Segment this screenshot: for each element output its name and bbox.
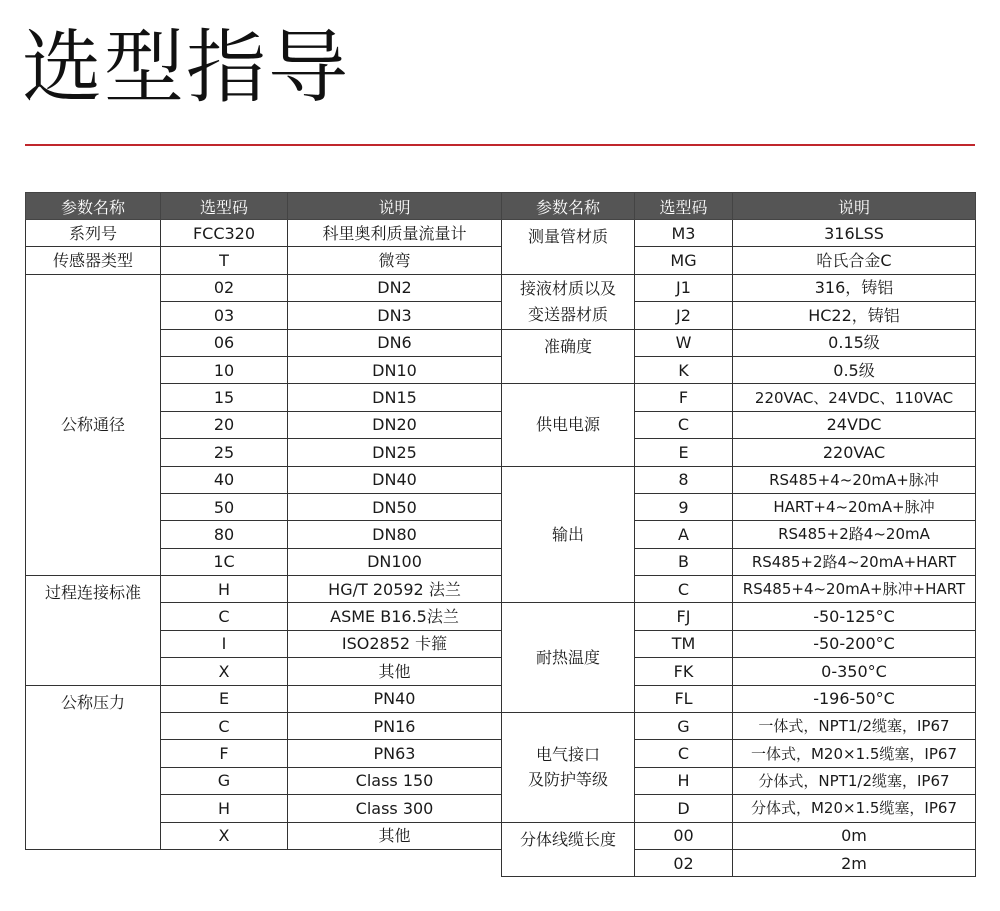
code-cell: 06 (161, 329, 288, 356)
code-cell: FJ (635, 603, 733, 630)
desc-cell: Class 300 (288, 795, 502, 822)
desc-cell: -50-125°C (733, 603, 976, 630)
desc-cell: DN15 (288, 384, 502, 411)
table-row (502, 384, 976, 411)
code-cell: 20 (161, 411, 288, 438)
desc-cell: 其他 (288, 822, 502, 849)
desc-cell: 哈氏合金C (733, 247, 976, 274)
code-cell: MG (635, 247, 733, 274)
code-cell: 00 (635, 822, 733, 849)
desc-cell: PN16 (288, 713, 502, 740)
table-row (502, 603, 976, 630)
selection-table-right (501, 192, 976, 877)
desc-cell: DN10 (288, 356, 502, 383)
code-cell: C (161, 603, 288, 630)
desc-cell: 科里奥利质量流量计 (288, 220, 502, 247)
code-cell: G (635, 713, 733, 740)
header-desc: 说明 (733, 193, 976, 220)
desc-cell: DN2 (288, 274, 502, 301)
table-row (502, 220, 976, 247)
code-cell: D (635, 795, 733, 822)
code-cell: M3 (635, 220, 733, 247)
desc-cell: DN50 (288, 493, 502, 520)
desc-cell: 一体式，NPT1/2缆塞，IP67 (733, 713, 976, 740)
desc-cell: -196-50°C (733, 685, 976, 712)
table-row (26, 685, 502, 712)
param-line: 接液材质以及 (519, 279, 616, 299)
desc-cell: ASME B16.5法兰 (288, 603, 502, 630)
header-desc: 说明 (288, 193, 502, 220)
param-cell-diameter: 公称通径 (26, 274, 161, 575)
param-cell-output: 输出 (502, 466, 635, 603)
code-cell: FL (635, 685, 733, 712)
desc-cell: DN3 (288, 302, 502, 329)
header-param: 参数名称 (502, 193, 635, 220)
code-cell: TM (635, 630, 733, 657)
code-cell: 1C (161, 548, 288, 575)
code-cell: E (635, 439, 733, 466)
table-row (26, 274, 502, 301)
code-cell: 80 (161, 521, 288, 548)
code-cell: H (635, 767, 733, 794)
param-cell-accuracy: 准确度 (502, 329, 635, 384)
code-cell: FK (635, 658, 733, 685)
code-cell: C (635, 740, 733, 767)
code-cell: F (635, 384, 733, 411)
code-cell: J1 (635, 274, 733, 301)
code-cell: X (161, 822, 288, 849)
desc-cell: DN6 (288, 329, 502, 356)
header-code: 选型码 (161, 193, 288, 220)
param-line: 电气接口 (535, 744, 600, 764)
code-cell: C (635, 411, 733, 438)
table-row (502, 713, 976, 740)
desc-cell: 分体式，M20×1.5缆塞，IP67 (733, 795, 976, 822)
code-cell: 03 (161, 302, 288, 329)
code-cell: 10 (161, 356, 288, 383)
param-cell-temperature: 耐热温度 (502, 603, 635, 713)
table-row (26, 247, 502, 274)
header-code: 选型码 (635, 193, 733, 220)
code-cell: 02 (161, 274, 288, 301)
code-cell: G (161, 767, 288, 794)
desc-cell: 24VDC (733, 411, 976, 438)
code-cell: FCC320 (161, 220, 288, 247)
code-cell: A (635, 521, 733, 548)
code-cell: C (161, 713, 288, 740)
desc-cell: 2m (733, 849, 976, 876)
desc-cell: 316LSS (733, 220, 976, 247)
param-cell-cable: 分体线缆长度 (502, 822, 635, 877)
param-cell-pressure: 公称压力 (26, 685, 161, 849)
desc-cell: 316，铸铝 (733, 274, 976, 301)
param-cell-wetted (502, 274, 635, 329)
desc-cell: 0.5级 (733, 356, 976, 383)
desc-cell: 一体式，M20×1.5缆塞，IP67 (733, 740, 976, 767)
desc-cell: DN100 (288, 548, 502, 575)
desc-cell: PN63 (288, 740, 502, 767)
desc-cell: Class 150 (288, 767, 502, 794)
param-cell: 传感器类型 (26, 247, 161, 274)
code-cell: 8 (635, 466, 733, 493)
header-param: 参数名称 (26, 193, 161, 220)
desc-cell: ISO2852 卡箍 (288, 630, 502, 657)
desc-cell: PN40 (288, 685, 502, 712)
table-row (26, 220, 502, 247)
code-cell: J2 (635, 302, 733, 329)
title-divider (25, 144, 975, 146)
desc-cell: DN20 (288, 411, 502, 438)
code-cell: 25 (161, 439, 288, 466)
desc-cell: 0.15级 (733, 329, 976, 356)
desc-cell: 其他 (288, 658, 502, 685)
desc-cell: RS485+4~20mA+脉冲 (733, 466, 976, 493)
selection-table-left (25, 192, 502, 850)
desc-cell: 分体式，NPT1/2缆塞，IP67 (733, 767, 976, 794)
desc-cell: DN80 (288, 521, 502, 548)
param-cell-electrical (502, 713, 635, 823)
desc-cell: 0-350°C (733, 658, 976, 685)
code-cell: K (635, 356, 733, 383)
code-cell: I (161, 630, 288, 657)
param-cell-tube: 测量管材质 (502, 220, 635, 275)
desc-cell: HG/T 20592 法兰 (288, 576, 502, 603)
param-cell-power: 供电电源 (502, 384, 635, 466)
table-row (502, 822, 976, 849)
page-title: 选型指导 (22, 21, 350, 114)
code-cell: E (161, 685, 288, 712)
code-cell: X (161, 658, 288, 685)
header-row (502, 193, 976, 220)
code-cell: T (161, 247, 288, 274)
desc-cell: RS485+4~20mA+脉冲+HART (733, 576, 976, 603)
desc-cell: HART+4~20mA+脉冲 (733, 493, 976, 520)
code-cell: 40 (161, 466, 288, 493)
code-cell: B (635, 548, 733, 575)
desc-cell: HC22，铸铝 (733, 302, 976, 329)
code-cell: F (161, 740, 288, 767)
code-cell: 50 (161, 493, 288, 520)
table-row (502, 274, 976, 301)
param-cell-connection: 过程连接标准 (26, 576, 161, 686)
code-cell: 02 (635, 849, 733, 876)
desc-cell: RS485+2路4~20mA (733, 521, 976, 548)
param-cell: 系列号 (26, 220, 161, 247)
header-row (26, 193, 502, 220)
code-cell: W (635, 329, 733, 356)
desc-cell: RS485+2路4~20mA+HART (733, 548, 976, 575)
desc-cell: -50-200°C (733, 630, 976, 657)
code-cell: C (635, 576, 733, 603)
param-line: 变送器材质 (527, 304, 608, 324)
table-row (502, 329, 976, 356)
code-cell: H (161, 576, 288, 603)
desc-cell: DN40 (288, 466, 502, 493)
desc-cell: 微弯 (288, 247, 502, 274)
desc-cell: DN25 (288, 439, 502, 466)
desc-cell: 220VAC、24VDC、110VAC (733, 384, 976, 411)
code-cell: H (161, 795, 288, 822)
desc-cell: 220VAC (733, 439, 976, 466)
param-line: 及防护等级 (527, 770, 608, 790)
table-row (502, 466, 976, 493)
desc-cell: 0m (733, 822, 976, 849)
code-cell: 9 (635, 493, 733, 520)
table-row (26, 576, 502, 603)
code-cell: 15 (161, 384, 288, 411)
